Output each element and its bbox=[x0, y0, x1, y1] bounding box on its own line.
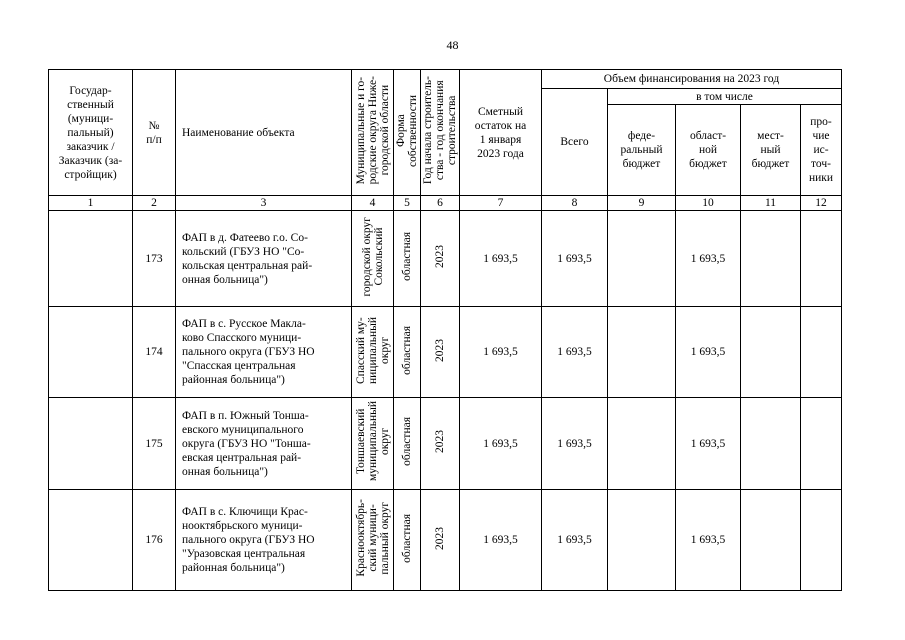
col-num: 3 bbox=[176, 196, 352, 211]
cell-year bbox=[421, 211, 460, 307]
header-local: мест- ный бюджет bbox=[741, 105, 801, 196]
header-object-name: Наименование объекта bbox=[176, 70, 352, 196]
cell-number: 174 bbox=[133, 307, 176, 398]
cell-regional: 1 693,5 bbox=[676, 307, 741, 398]
cell-ownership bbox=[394, 307, 421, 398]
header-years-text: Год начала строитель- ства - год окончания строительства bbox=[422, 76, 458, 185]
cell-district bbox=[352, 490, 394, 591]
col-num: 6 bbox=[421, 196, 460, 211]
header-estimate: Сметный остаток на 1 января 2023 года bbox=[460, 70, 542, 196]
cell-object-name: ФАП в д. Фатеево г.о. Со- кольский (ГБУЗ НО "Со- кольская центральная рай- онная больница") bbox=[176, 211, 352, 307]
col-num: 9 bbox=[608, 196, 676, 211]
col-num: 5 bbox=[394, 196, 421, 211]
cell-ownership-text: областная bbox=[401, 513, 413, 563]
header-years bbox=[421, 70, 460, 196]
header-district-text: Муниципальные и го- родские округа Ниже- городской области bbox=[354, 76, 391, 185]
cell-year-text: 2023 bbox=[434, 430, 446, 453]
page-number: 48 bbox=[446, 38, 459, 52]
cell-ownership-text: областная bbox=[401, 232, 413, 281]
column-numbers-row bbox=[49, 196, 842, 211]
cell-year-text: 2023 bbox=[434, 338, 446, 362]
cell-other bbox=[801, 490, 842, 591]
cell-regional: 1 693,5 bbox=[676, 490, 741, 591]
cell-customer bbox=[49, 307, 133, 398]
col-num: 12 bbox=[801, 196, 842, 211]
cell-district bbox=[352, 211, 394, 307]
cell-ownership-text: областная bbox=[401, 417, 413, 466]
cell-local bbox=[741, 211, 801, 307]
header-ownership-text: Форма собственности bbox=[395, 94, 419, 167]
cell-regional: 1 693,5 bbox=[676, 398, 741, 490]
cell-district bbox=[352, 398, 394, 490]
table-row bbox=[49, 490, 842, 591]
cell-object-name: ФАП в с. Ключищи Крас- нооктябрьского муници- пального округа (ГБУЗ НО "Уразовская центральная районная больница") bbox=[176, 490, 352, 591]
cell-local bbox=[741, 490, 801, 591]
cell-ownership-text: областная bbox=[401, 325, 413, 375]
cell-total: 1 693,5 bbox=[542, 398, 608, 490]
cell-object-name: ФАП в п. Южный Тонша- евского муниципального округа (ГБУЗ НО "Тонша- евская центральная рай- онная больница") bbox=[176, 398, 352, 490]
cell-year-text: 2023 bbox=[434, 245, 446, 268]
col-num: 7 bbox=[460, 196, 542, 211]
cell-other bbox=[801, 307, 842, 398]
cell-other bbox=[801, 398, 842, 490]
financing-table bbox=[48, 69, 842, 591]
cell-district-text: Тоншаевский муниципальный округ bbox=[354, 401, 391, 482]
table-row bbox=[49, 398, 842, 490]
col-num: 8 bbox=[542, 196, 608, 211]
cell-total: 1 693,5 bbox=[542, 211, 608, 307]
cell-total: 1 693,5 bbox=[542, 307, 608, 398]
cell-federal bbox=[608, 490, 676, 591]
cell-year-text: 2023 bbox=[434, 526, 446, 550]
cell-year bbox=[421, 307, 460, 398]
cell-regional: 1 693,5 bbox=[676, 211, 741, 307]
header-district bbox=[352, 70, 394, 196]
header-federal: феде- ральный бюджет bbox=[608, 105, 676, 196]
cell-ownership bbox=[394, 211, 421, 307]
cell-district bbox=[352, 307, 394, 398]
header-number: № п/п bbox=[133, 70, 176, 196]
table-row bbox=[49, 211, 842, 307]
cell-estimate: 1 693,5 bbox=[460, 398, 542, 490]
cell-object-name: ФАП в с. Русское Макла- ково Спасского муници- пального округа (ГБУЗ НО "Спасская центральная районная больница") bbox=[176, 307, 352, 398]
col-num: 11 bbox=[741, 196, 801, 211]
header-regional: област- ной бюджет bbox=[676, 105, 741, 196]
header-customer: Государ- ственный (муници- пальный) заказчик / Заказчик (за- стройщик) bbox=[49, 70, 133, 196]
cell-estimate: 1 693,5 bbox=[460, 490, 542, 591]
table-row bbox=[49, 307, 842, 398]
cell-year bbox=[421, 398, 460, 490]
header-financing-group: Объем финансирования на 2023 год bbox=[542, 70, 842, 89]
cell-federal bbox=[608, 307, 676, 398]
cell-number: 175 bbox=[133, 398, 176, 490]
cell-local bbox=[741, 398, 801, 490]
cell-ownership bbox=[394, 398, 421, 490]
header-total: Всего bbox=[542, 89, 608, 196]
cell-estimate: 1 693,5 bbox=[460, 307, 542, 398]
cell-estimate: 1 693,5 bbox=[460, 211, 542, 307]
cell-district-text: Спасский му- ниципальный округ bbox=[354, 316, 391, 384]
cell-district-text: городской округ Сокольский bbox=[360, 216, 385, 297]
cell-district-text: Краснооктябрь- ский муници- пальный округ bbox=[354, 499, 391, 577]
cell-federal bbox=[608, 398, 676, 490]
cell-customer bbox=[49, 398, 133, 490]
cell-year bbox=[421, 490, 460, 591]
cell-local bbox=[741, 307, 801, 398]
header-ownership bbox=[394, 70, 421, 196]
cell-ownership bbox=[394, 490, 421, 591]
col-num: 10 bbox=[676, 196, 741, 211]
col-num: 2 bbox=[133, 196, 176, 211]
cell-federal bbox=[608, 211, 676, 307]
cell-number: 176 bbox=[133, 490, 176, 591]
col-num: 1 bbox=[49, 196, 133, 211]
cell-number: 173 bbox=[133, 211, 176, 307]
header-other: про- чие ис- точ- ники bbox=[801, 105, 842, 196]
cell-other bbox=[801, 211, 842, 307]
col-num: 4 bbox=[352, 196, 394, 211]
cell-customer bbox=[49, 490, 133, 591]
header-including: в том числе bbox=[608, 89, 842, 105]
cell-customer bbox=[49, 211, 133, 307]
cell-total: 1 693,5 bbox=[542, 490, 608, 591]
